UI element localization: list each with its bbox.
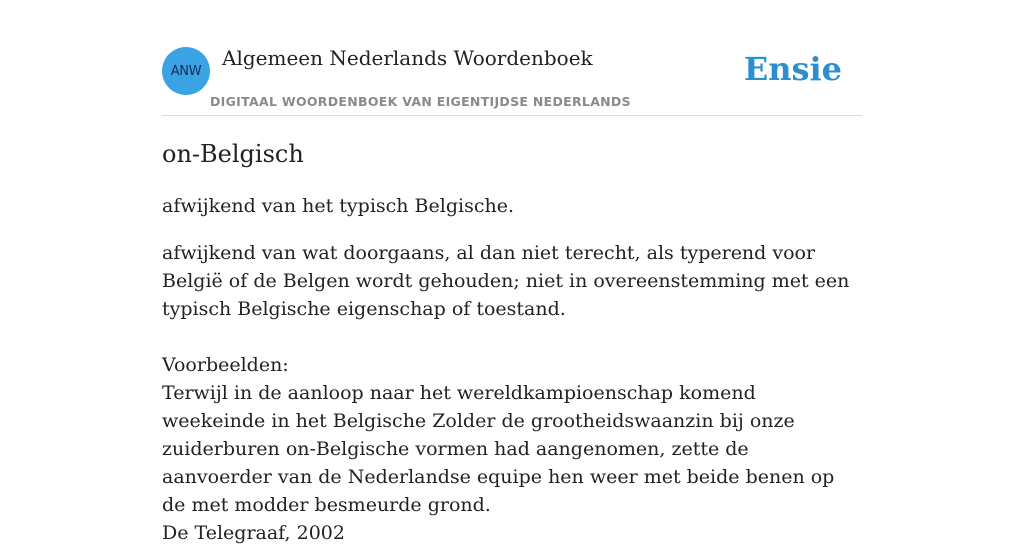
example-source: De Telegraaf, 2002 xyxy=(162,522,345,544)
long-definition: afwijkend van wat doorgaans, al dan niet terecht, als typerend voor België of de Belgen wordt gehouden; niet in overeenstemming met een typisch Belgische eigenschap of toestand. xyxy=(162,242,850,320)
short-definition: afwijkend van het typisch Belgische. xyxy=(162,195,514,217)
site-subtitle: DIGITAAL WOORDENBOEK VAN EIGENTIJDSE NEDERLANDS xyxy=(210,94,631,109)
examples-section xyxy=(162,351,862,547)
anw-logo[interactable] xyxy=(162,47,210,95)
examples-label: Voorbeelden: xyxy=(162,354,289,376)
ensie-brand-link[interactable]: Ensie xyxy=(743,50,842,88)
entry-content xyxy=(162,136,862,547)
site-header xyxy=(162,40,862,116)
example-text: Terwijl in de aanloop naar het wereldkampioenschap komend weekeinde in het Belgische Zolder de grootheidswaanzin bij onze zuiderburen on-Belgische vormen had aangenomen, zette de aanvoerder van de Nederlandse equipe hen weer met beide benen op de met modder besmeurde grond. xyxy=(162,382,835,516)
site-title[interactable]: Algemeen Nederlands Woordenboek xyxy=(222,46,593,70)
headword: on-Belgisch xyxy=(162,140,304,168)
logo-text: ANW xyxy=(170,63,202,79)
